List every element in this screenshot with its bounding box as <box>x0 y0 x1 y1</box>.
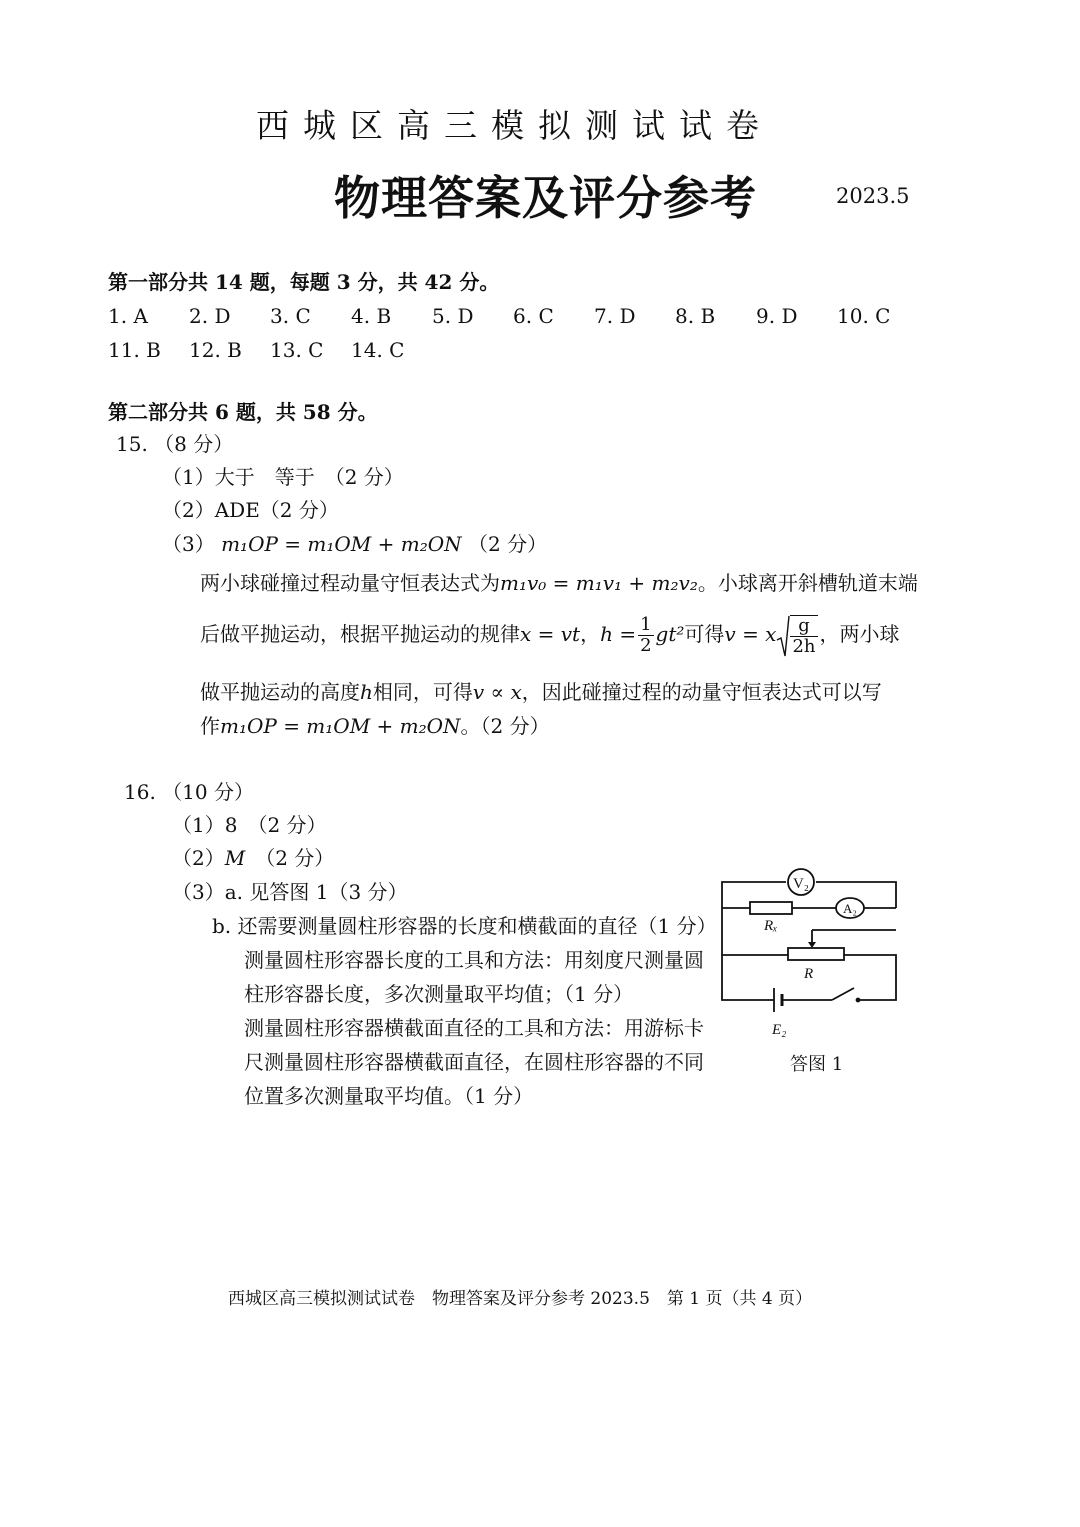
answer-7: 7. D <box>594 304 636 328</box>
answer-11: 11. B <box>108 338 161 362</box>
q15-answer-3 <box>162 530 547 558</box>
answer-3: 3. C <box>270 304 311 328</box>
answer-2: 2. D <box>189 304 231 328</box>
q16-answer-3b-line-1: b. 还需要测量圆柱形容器的长度和横截面的直径（1 分） <box>212 914 717 938</box>
sqrt-expression: $\frac{g}{2h}$ <box>776 613 819 659</box>
conservation-formula: m₁OP = m₁OM + m₂ON <box>220 714 461 738</box>
rx-label: Rₓ <box>764 918 778 934</box>
part2-heading: 第二部分共 6 题，共 58 分。 <box>108 400 378 424</box>
exam-date: 2023.5 <box>836 184 910 208</box>
q16-answer-3a: （3）a. 见答图 1（3 分） <box>172 880 408 904</box>
exp-text: 可得 <box>684 622 725 646</box>
q16-answer-2: （2）M （2 分） <box>172 846 335 870</box>
q15-answer-1: （1）大于 等于 （2 分） <box>162 465 404 489</box>
answer-6: 6. C <box>513 304 554 328</box>
q15-answer-2: （2）ADE（2 分） <box>162 498 339 522</box>
ammeter-label: A₂ <box>843 901 857 916</box>
sqrt-sign-icon <box>776 614 790 658</box>
formula-x-vt: x = vt <box>520 622 581 646</box>
voltmeter-label: V₂ <box>792 876 810 892</box>
exp-text: 。小球离开斜槽轨道末端 <box>697 571 918 595</box>
q15-explanation-line-3 <box>200 678 882 706</box>
q15-a3-suffix: （2 分） <box>467 532 548 556</box>
q16-answer-3b-line-6: 位置多次测量取平均值。（1 分） <box>244 1084 534 1108</box>
q16-answer-3b-line-4: 测量圆柱形容器横截面直径的工具和方法：用游标卡 <box>244 1016 704 1040</box>
exp-text: 作 <box>200 714 220 738</box>
answer-14: 14. C <box>351 338 405 362</box>
page-footer: 西城区高三模拟测试试卷 物理答案及评分参考 2023.5 第 1 页（共 4 页） <box>228 1289 813 1309</box>
exp-text: 两小球碰撞过程动量守恒表达式为 <box>200 571 500 595</box>
formula-gt2: gt² <box>655 622 685 646</box>
mc-answers-row-2 <box>108 338 432 362</box>
answer-1: 1. A <box>108 304 148 328</box>
var-M: M <box>224 846 246 870</box>
exp-text: 后做平抛运动，根据平抛运动的规律 <box>200 622 520 646</box>
mc-answers-row-1 <box>108 304 918 328</box>
q15-explanation-line-4 <box>200 712 550 740</box>
q16-answer-3b-line-5: 尺测量圆柱形容器横截面直径，在圆柱形容器的不同 <box>244 1050 704 1074</box>
formula-v-prop-x: v ∝ x <box>472 680 522 704</box>
circuit-diagram <box>712 868 902 1043</box>
formula-v: v = x <box>724 622 777 646</box>
r-label: R <box>804 966 814 982</box>
exp-text: 相同，可得 <box>372 680 473 704</box>
answer-5: 5. D <box>432 304 474 328</box>
answer-13: 13. C <box>270 338 324 362</box>
q16-answer-3b-line-3: 柱形容器长度，多次测量取平均值；（1 分） <box>244 982 634 1006</box>
q15-explanation-line-1 <box>200 569 918 597</box>
answer-4: 4. B <box>351 304 392 328</box>
rheostat-icon <box>788 948 844 960</box>
answer-9: 9. D <box>756 304 798 328</box>
q16-title: 16. （10 分） <box>124 780 254 804</box>
exam-subtitle: 西城区高三模拟测试试卷 <box>256 106 773 145</box>
answer-10: 10. C <box>837 304 891 328</box>
answer-8: 8. B <box>675 304 716 328</box>
answer-12: 12. B <box>189 338 242 362</box>
resistor-rx-icon <box>750 902 792 914</box>
q16-answer-1: （1）8 （2 分） <box>172 813 327 837</box>
exp-text: ，两小球 <box>819 622 900 646</box>
formula-h: h = <box>600 622 637 646</box>
q15-a3-prefix: （3） <box>162 532 215 556</box>
fraction-one-half: $\frac{1}{2}$ <box>640 614 652 656</box>
part1-heading: 第一部分共 14 题，每题 3 分，共 42 分。 <box>108 270 500 294</box>
exp-text: ，因此碰撞过程的动量守恒表达式可以写 <box>521 680 882 704</box>
q16-answer-3b-line-2: 测量圆柱形容器长度的工具和方法：用刻度尺测量圆 <box>244 948 704 972</box>
q15-a3-formula: m₁OP = m₁OM + m₂ON <box>221 532 462 556</box>
e2-label: E₂ <box>772 1022 787 1038</box>
q15-explanation-line-2: 后做平抛运动，根据平抛运动的规律x = vt，h = $\frac{1}{2}$ gt²可得v = x $\frac{g}{2h}$ ，两小球 <box>200 614 900 658</box>
exp-text: 。（2 分） <box>460 714 550 738</box>
momentum-formula: m₁v₀ = m₁v₁ + m₂v₂ <box>500 571 698 595</box>
var-h: h <box>360 680 373 704</box>
page-title: 物理答案及评分参考 <box>334 171 757 225</box>
exp-text: 做平抛运动的高度 <box>200 680 360 704</box>
figure-caption: 答图 1 <box>790 1054 844 1075</box>
q15-title: 15. （8 分） <box>116 432 234 456</box>
